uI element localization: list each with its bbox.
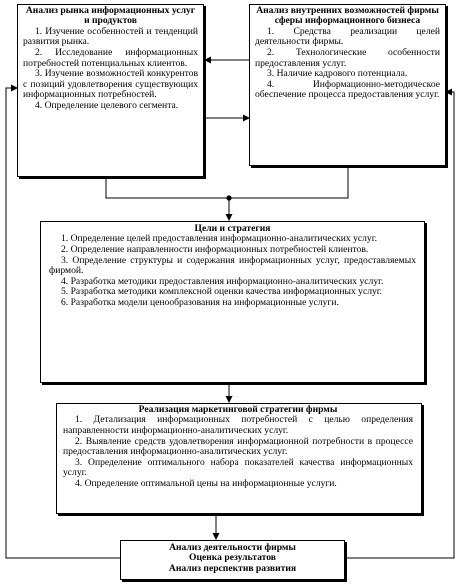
marketing-strategy-item: 2. Выявление средств удовлетворения информационной потребности в процессе предоставления информационно-аналитических услуг.: [63, 435, 413, 458]
market-merge-line: [106, 177, 229, 198]
goals-strategy-item: 3. Определение структуры и содержания информационных услуг, предоставляемых фирмой.: [49, 254, 416, 277]
market-analysis-box: [17, 4, 204, 177]
internal-capabilities-item: 4. Информационно-методическое обеспечение процесса предоставления услуг.: [255, 78, 440, 101]
market-analysis-item: 3. Изучение возможностей конкурентов с позиций удовлетворения существующих информационных потребностей.: [23, 68, 198, 101]
market-analysis-item: 4. Определение целевого сегмента.: [35, 99, 179, 111]
results-line: Анализ перспектив развития: [168, 562, 297, 574]
goals-strategy-item: 1. Определение целей предоставления информационно-аналитических услуг.: [61, 233, 377, 245]
market-analysis-title: Анализ рынка информационных услуг и продуктов: [25, 5, 196, 27]
internal-capabilities-item: 2. Технологические особенности предоставления услуг.: [255, 47, 440, 69]
internal-capabilities-list: [255, 27, 440, 101]
goals-strategy-item: 2. Определение направленности информационных потребностей клиентов.: [61, 244, 369, 255]
goals-strategy-item: 6. Разработка модели ценообразования на информационные услуги.: [61, 296, 339, 308]
marketing-strategy-item: 1. Детализация информационных потребностей с целью определения направленности информационно-аналитических услуг.: [63, 414, 413, 436]
goals-strategy-list: [49, 234, 416, 308]
marketing-strategy-box: [56, 403, 422, 514]
internal-capabilities-title: Анализ внутренних возможностей фирмы сферы информационного бизнеса: [256, 5, 439, 27]
internal-merge-line: [229, 166, 348, 198]
internal-capabilities-item: 1. Средства реализации целей деятельности фирмы.: [255, 25, 440, 48]
results-analysis-box: [120, 540, 345, 580]
goals-strategy-title: Цели и стратегия: [194, 223, 271, 234]
marketing-strategy-item: 4. Определение оптимальной цены на информационные услуги.: [75, 477, 337, 489]
market-analysis-item: 2. Исследование информационных потребностей потенциальных клиентов.: [23, 47, 198, 69]
goals-strategy-item: 5. Разработка методики комплексной оценки качества информационных услуг.: [61, 286, 383, 298]
goals-strategy-item: 4. Разработка методики предоставления информационно-аналитических услуг.: [61, 275, 384, 287]
goals-strategy-box: [40, 221, 425, 383]
internal-capabilities-item: 3. Наличие кадрового потенциала.: [267, 68, 408, 80]
results-line: Анализ деятельности фирмы: [169, 542, 296, 553]
marketing-strategy-title: Реализация маркетинговой стратегии фирмы: [138, 404, 338, 415]
junction-dot: [226, 195, 231, 200]
market-analysis-list: [23, 27, 198, 112]
results-line: Оценка результатов: [189, 552, 276, 564]
marketing-strategy-list: [63, 415, 413, 489]
internal-capabilities-box: [249, 4, 446, 166]
market-analysis-item: 1. Изучение особенностей и тенденций развития рынка.: [23, 25, 198, 48]
marketing-strategy-item: 3. Определение оптимального набора показателей качества информационных услуг.: [63, 456, 413, 479]
